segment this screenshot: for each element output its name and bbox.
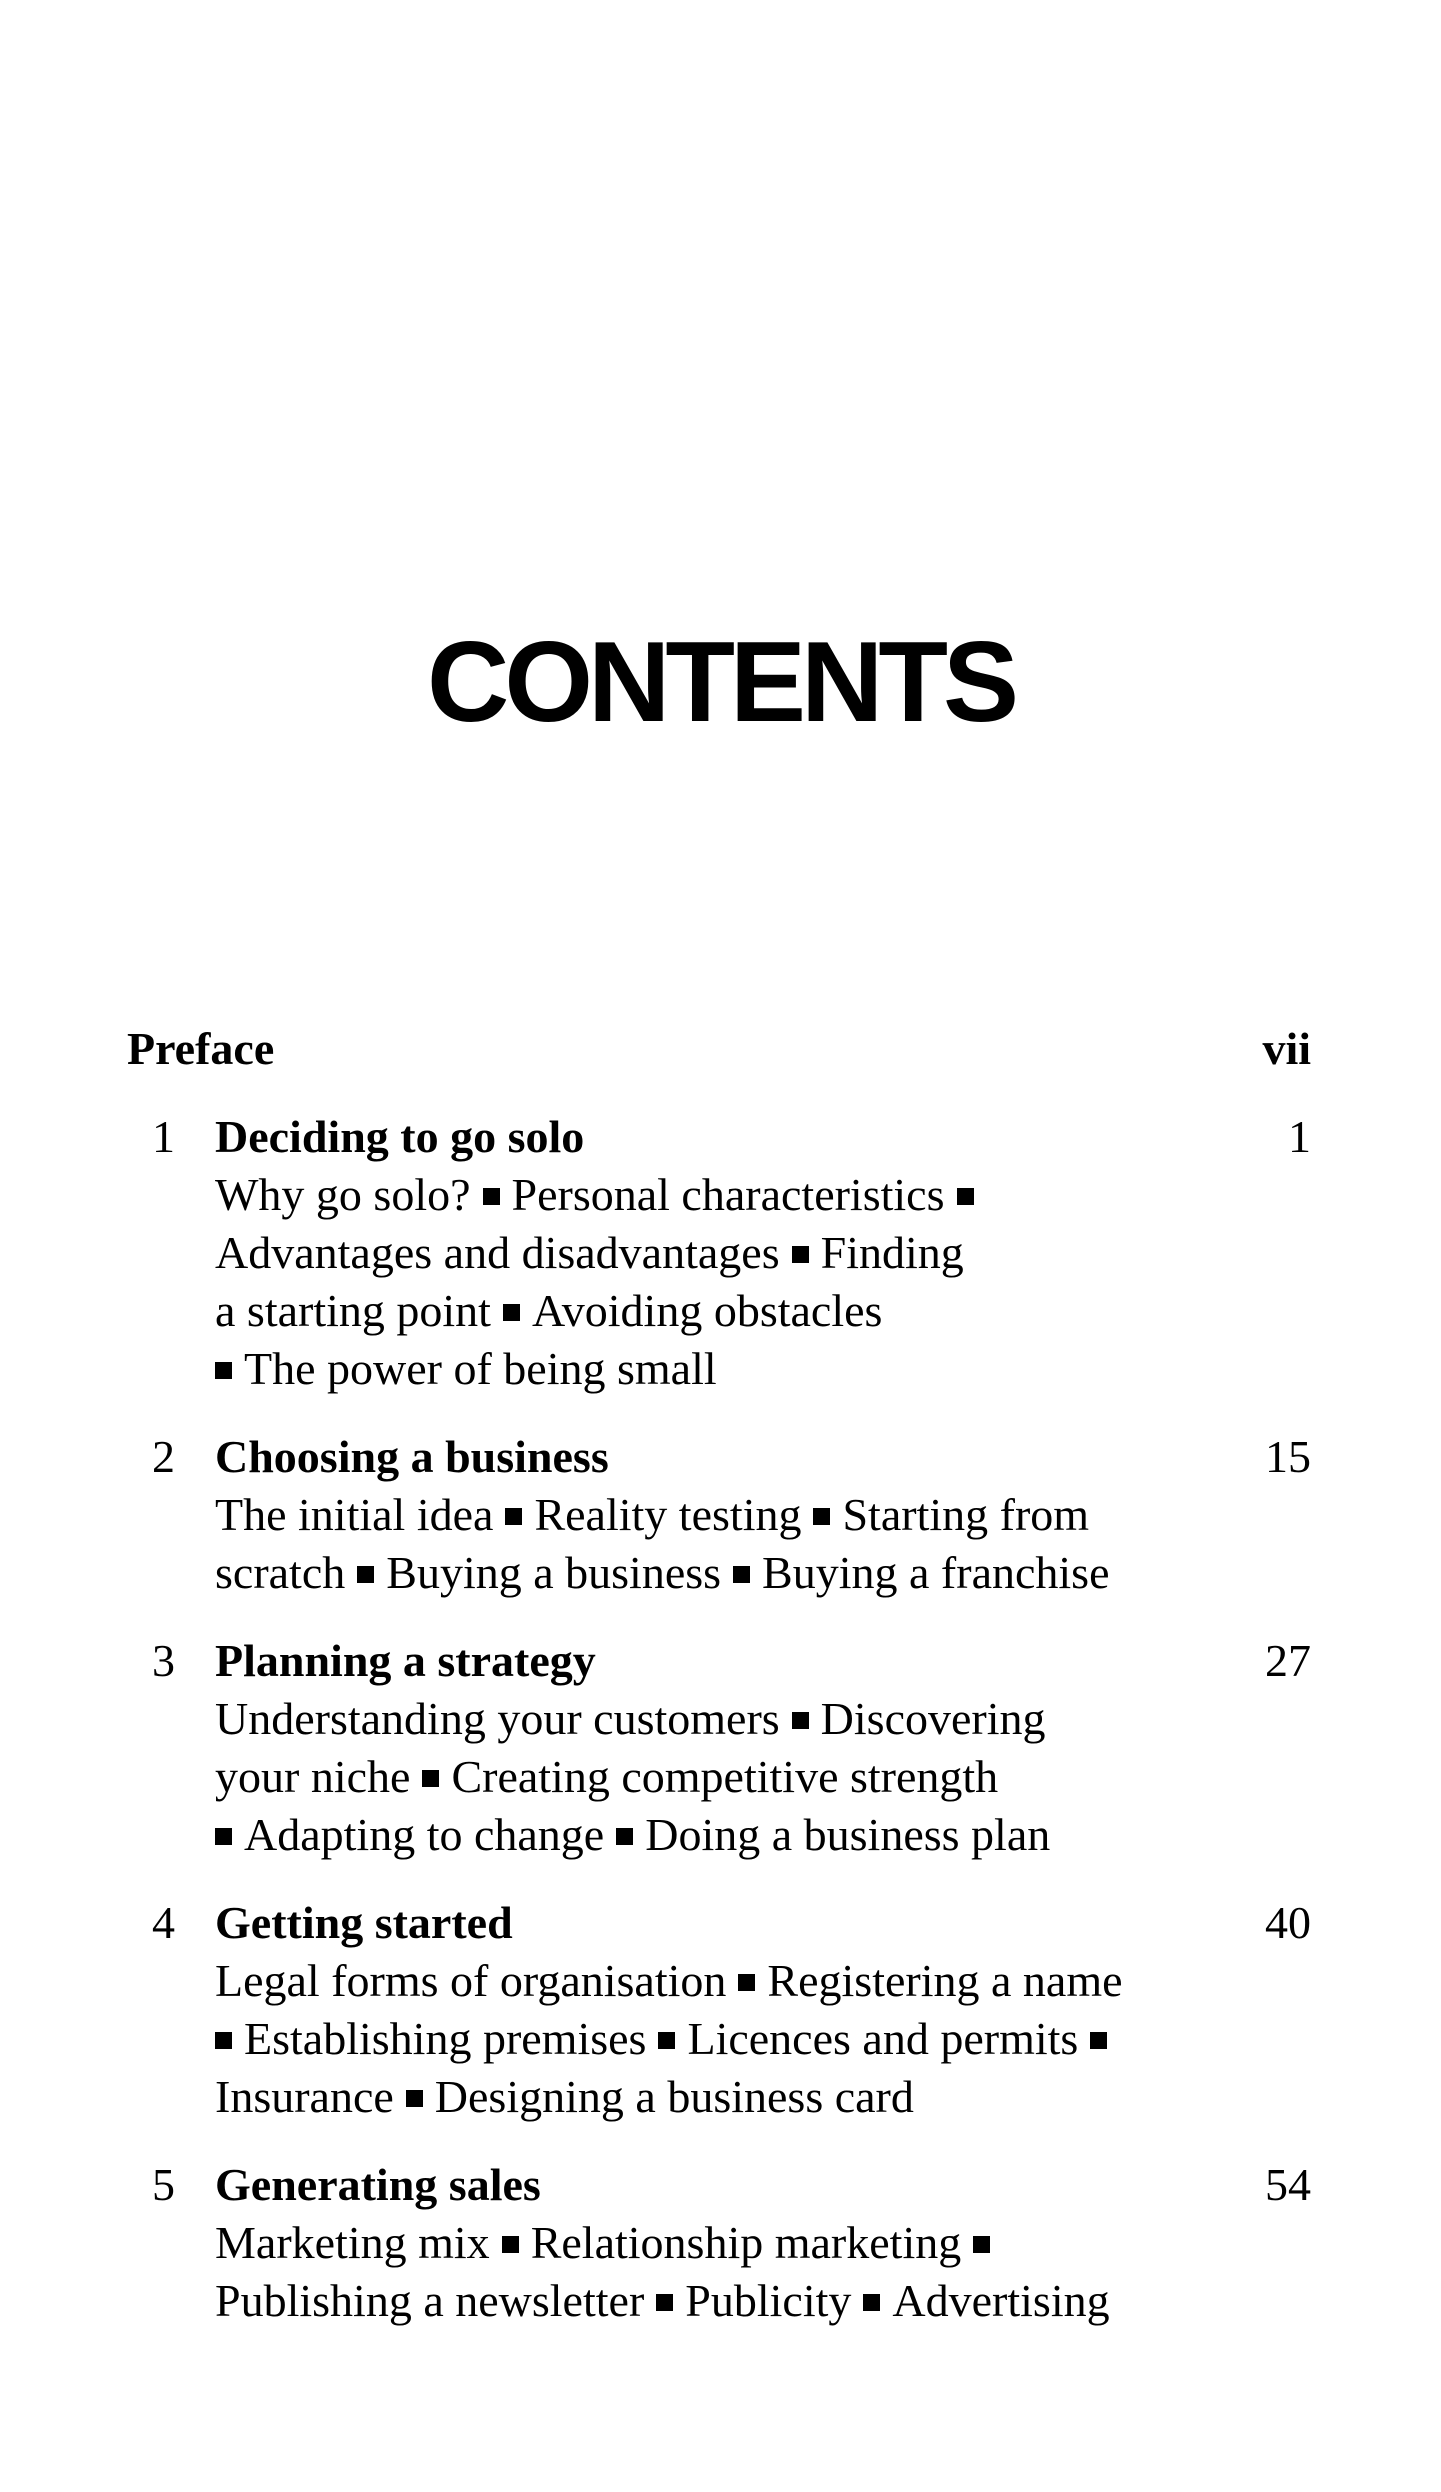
chapter-body [215, 1428, 1215, 1602]
topic-text: Adapting to change [244, 1809, 605, 1860]
contents-heading: CONTENTS [427, 619, 1014, 746]
topic-text: Marketing mix [215, 2217, 490, 2268]
bullet-square-icon [215, 2032, 232, 2049]
chapter-body [215, 1108, 1215, 1398]
bullet-square-icon [1090, 2032, 1107, 2049]
topic-text: Publicity [685, 2275, 852, 2326]
chapter-number: 4 [152, 1897, 175, 1948]
chapter-title: Deciding to go solo [215, 1111, 585, 1162]
topic-text: Buying a business [386, 1547, 722, 1598]
topic-text: Creating competitive strength [451, 1751, 999, 1802]
toc-entry-chapter-3 [127, 1632, 1311, 1864]
bullet-square-icon [502, 2236, 519, 2253]
chapter-title: Planning a strategy [215, 1635, 596, 1686]
chapter-number: 1 [152, 1111, 175, 1162]
topic-text: Reality testing [534, 1489, 802, 1540]
chapter-topics-line [215, 2068, 1215, 2126]
bullet-square-icon [503, 1304, 520, 1321]
chapter-page-number: 27 [1265, 1635, 1311, 1686]
chapter-topics-line [215, 1544, 1215, 1602]
toc-entry-chapter-4 [127, 1894, 1311, 2126]
chapter-body [215, 1894, 1215, 2126]
chapter-topics-line [215, 2010, 1215, 2068]
topic-text: Finding [820, 1227, 964, 1278]
bullet-square-icon [733, 1566, 750, 1583]
chapter-topics-line [215, 1952, 1215, 2010]
chapter-title: Generating sales [215, 2159, 541, 2210]
bullet-square-icon [215, 1828, 232, 1845]
topic-text: Avoiding obstacles [531, 1285, 883, 1336]
chapter-page-number: 15 [1265, 1431, 1311, 1482]
chapter-topics-line [215, 1748, 1215, 1806]
chapter-topics-line [215, 1224, 1215, 1282]
bullet-square-icon [973, 2236, 990, 2253]
bullet-square-icon [215, 1362, 232, 1379]
bullet-square-icon [792, 1246, 809, 1263]
bullet-square-icon [957, 1188, 974, 1205]
bullet-square-icon [658, 2032, 675, 2049]
topic-text: Designing a business card [434, 2071, 914, 2122]
toc-entry-preface [127, 1020, 1311, 1078]
chapter-number: 2 [152, 1431, 175, 1482]
bullet-square-icon [813, 1508, 830, 1525]
topic-text: Legal forms of organisation [215, 1955, 727, 2006]
topic-text: your niche [215, 1751, 411, 1802]
chapter-topics-line [215, 1340, 1215, 1398]
chapter-topics-line [215, 2214, 1215, 2272]
bullet-square-icon [422, 1770, 439, 1787]
preface-label: Preface [127, 1023, 275, 1074]
chapter-title: Choosing a business [215, 1431, 609, 1482]
bullet-square-icon [863, 2294, 880, 2311]
bullet-square-icon [792, 1712, 809, 1729]
topic-text: The power of being small [244, 1343, 717, 1394]
chapter-number: 3 [152, 1635, 175, 1686]
topic-text: Insurance [215, 2071, 394, 2122]
chapter-topics-line [215, 1282, 1215, 1340]
bullet-square-icon [656, 2294, 673, 2311]
topic-text: Starting from [842, 1489, 1090, 1540]
table-of-contents [127, 1020, 1311, 2360]
chapter-number: 5 [152, 2159, 175, 2210]
chapter-topics-line [215, 1166, 1215, 1224]
topic-text: Licences and permits [687, 2013, 1079, 2064]
toc-entry-chapter-5 [127, 2156, 1311, 2330]
chapter-page-number: 1 [1288, 1111, 1311, 1162]
topic-text: Advantages and disadvantages [215, 1227, 780, 1278]
toc-entry-chapter-2 [127, 1428, 1311, 1602]
bullet-square-icon [357, 1566, 374, 1583]
bullet-square-icon [483, 1188, 500, 1205]
chapter-topics-line [215, 1690, 1215, 1748]
topic-text: Publishing a newsletter [215, 2275, 645, 2326]
topic-text: Buying a franchise [762, 1547, 1110, 1598]
chapter-body [215, 1632, 1215, 1864]
chapter-topics-line [215, 1806, 1215, 1864]
chapter-body [215, 2156, 1215, 2330]
chapter-list [127, 1108, 1311, 2330]
chapter-page-number: 54 [1265, 2159, 1311, 2210]
topic-text: Registering a name [767, 1955, 1123, 2006]
topic-text: a starting point [215, 1285, 491, 1336]
topic-text: Advertising [892, 2275, 1110, 2326]
topic-text: Understanding your customers [215, 1693, 780, 1744]
bullet-square-icon [616, 1828, 633, 1845]
topic-text: scratch [215, 1547, 346, 1598]
chapter-topics-line [215, 1486, 1215, 1544]
topic-text: Personal characteristics [511, 1169, 945, 1220]
topic-text: Doing a business plan [645, 1809, 1051, 1860]
topic-text: The initial idea [215, 1489, 494, 1540]
topic-text: Relationship marketing [530, 2217, 962, 2268]
topic-text: Why go solo? [215, 1169, 471, 1220]
chapter-title: Getting started [215, 1897, 513, 1948]
preface-page-number: vii [1262, 1023, 1311, 1074]
bullet-square-icon [406, 2090, 423, 2107]
bullet-square-icon [738, 1974, 755, 1991]
bullet-square-icon [505, 1508, 522, 1525]
chapter-page-number: 40 [1265, 1897, 1311, 1948]
topic-text: Discovering [820, 1693, 1046, 1744]
topic-text: Establishing premises [244, 2013, 647, 2064]
chapter-topics-line [215, 2272, 1215, 2330]
toc-entry-chapter-1 [127, 1108, 1311, 1398]
